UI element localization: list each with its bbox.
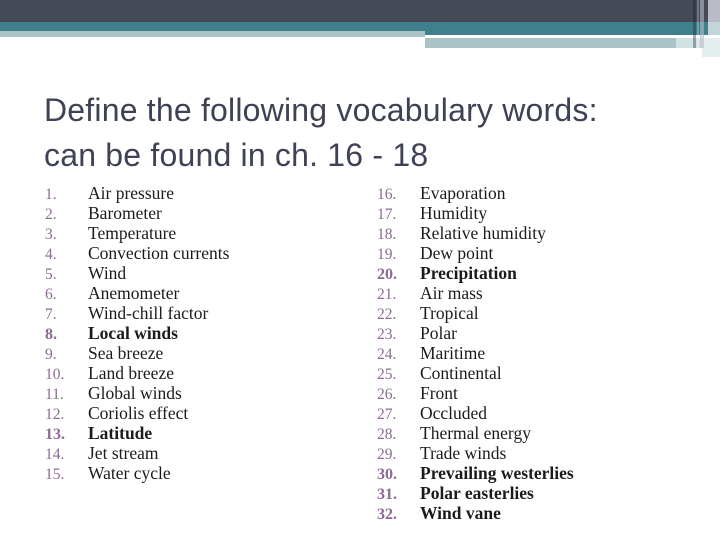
list-item-term: Temperature [88, 223, 177, 243]
list-item [45, 244, 345, 264]
list-item-number: 24. [377, 346, 397, 363]
list-item-number: 11. [45, 386, 64, 403]
list-item-number: 10. [45, 366, 65, 383]
list-item-term: Polar [420, 323, 457, 343]
slide-title-line-1: Define the following vocabulary words: [44, 92, 598, 128]
list-item-number: 17. [377, 206, 397, 223]
vocab-list-right [377, 184, 707, 524]
list-item-number: 13. [45, 426, 65, 443]
list-item-term: Latitude [88, 423, 153, 443]
list-item-number: 23. [377, 326, 397, 343]
list-item-number: 25. [377, 366, 397, 383]
list-item-term: Wind vane [420, 503, 501, 523]
teal-bar-left [0, 22, 425, 31]
list-item-term: Humidity [420, 203, 488, 223]
list-item-term: Sea breeze [88, 343, 164, 363]
list-item [377, 444, 707, 464]
list-item-term: Polar easterlies [420, 483, 534, 503]
list-item-term: Wind [88, 263, 127, 283]
list-item [45, 384, 345, 404]
list-item [45, 264, 345, 284]
list-item-number: 22. [377, 306, 397, 323]
list-item-number: 8. [45, 326, 57, 343]
list-item [45, 364, 345, 384]
list-item-number: 16. [377, 186, 397, 203]
list-item-term: Land breeze [88, 363, 174, 383]
list-item-number: 21. [377, 286, 397, 303]
sage-bar-left [0, 31, 425, 37]
list-item-number: 30. [377, 466, 397, 483]
list-item [377, 344, 707, 364]
list-item-term: Maritime [420, 343, 486, 363]
slide-title [44, 88, 598, 178]
list-item-number: 18. [377, 226, 397, 243]
list-item [45, 304, 345, 324]
list-item [45, 224, 345, 244]
list-item-term: Tropical [420, 303, 479, 323]
list-item-number: 9. [45, 346, 57, 363]
list-item [377, 484, 707, 504]
accent-stripe-white [697, 0, 699, 48]
list-item-number: 7. [45, 306, 57, 323]
list-item [45, 284, 345, 304]
list-item-number: 31. [377, 486, 397, 503]
list-item [377, 404, 707, 424]
list-item-number: 4. [45, 246, 57, 263]
list-item-number: 29. [377, 446, 397, 463]
list-item-number: 6. [45, 286, 57, 303]
accent-stripe-dark [693, 0, 696, 48]
sage-bar-right-lighter [702, 38, 720, 57]
list-item-term: Air mass [420, 283, 483, 303]
list-item-number: 27. [377, 406, 397, 423]
list-item [377, 424, 707, 444]
list-item [45, 204, 345, 224]
list-item-term: Evaporation [420, 183, 506, 203]
list-item [377, 264, 707, 284]
list-item-number: 19. [377, 246, 397, 263]
list-item-term: Dew point [420, 243, 494, 263]
list-item-term: Global winds [88, 383, 182, 403]
list-item [377, 204, 707, 224]
list-item [377, 364, 707, 384]
list-item-term: Precipitation [420, 263, 517, 283]
list-item [377, 324, 707, 344]
teal-bar-right [425, 22, 708, 35]
list-item-number: 2. [45, 206, 57, 223]
list-item [377, 504, 707, 524]
list-item [377, 224, 707, 244]
list-item [377, 384, 707, 404]
list-item-term: Water cycle [88, 463, 171, 483]
list-item-term: Continental [420, 363, 502, 383]
slide-title-line-2: can be found in ch. 16 - 18 [44, 137, 429, 173]
list-item-number: 3. [45, 226, 57, 243]
list-item-number: 20. [377, 266, 397, 283]
list-item [45, 344, 345, 364]
list-item-term: Coriolis effect [88, 403, 189, 423]
list-item-term: Thermal energy [420, 423, 531, 443]
list-item-number: 1. [45, 186, 57, 203]
list-item-term: Prevailing westerlies [420, 463, 574, 483]
accent-stripe-gray [700, 0, 704, 48]
list-item-number: 32. [377, 506, 397, 523]
list-item-number: 5. [45, 266, 57, 283]
list-item-term: Local winds [88, 323, 178, 343]
teal-bar-right-fade [708, 22, 720, 35]
list-item [45, 184, 345, 204]
list-item-term: Wind-chill factor [88, 303, 209, 323]
list-item-term: Front [420, 383, 458, 403]
list-item-term: Air pressure [88, 183, 175, 203]
list-item [377, 304, 707, 324]
list-item [377, 284, 707, 304]
list-item [377, 464, 707, 484]
list-item [377, 184, 707, 204]
vocab-list-left [45, 184, 345, 484]
list-item-term: Barometer [88, 203, 162, 223]
list-item-number: 15. [45, 466, 65, 483]
list-item-term: Jet stream [88, 443, 159, 463]
list-item [45, 424, 345, 444]
list-item [45, 404, 345, 424]
list-item-term: Relative humidity [420, 223, 546, 243]
list-item-number: 28. [377, 426, 397, 443]
top-bar-dark [0, 0, 708, 22]
list-item [45, 324, 345, 344]
top-right-gray-column [708, 0, 720, 22]
list-item [377, 244, 707, 264]
list-item [45, 464, 345, 484]
list-item-number: 14. [45, 446, 65, 463]
list-item-term: Trade winds [420, 443, 507, 463]
list-item-term: Occluded [420, 403, 488, 423]
sage-bar-right [425, 38, 676, 48]
list-item-number: 26. [377, 386, 397, 403]
list-item-term: Anemometer [88, 283, 180, 303]
list-item-term: Convection currents [88, 243, 230, 263]
list-item [45, 444, 345, 464]
list-item-number: 12. [45, 406, 65, 423]
